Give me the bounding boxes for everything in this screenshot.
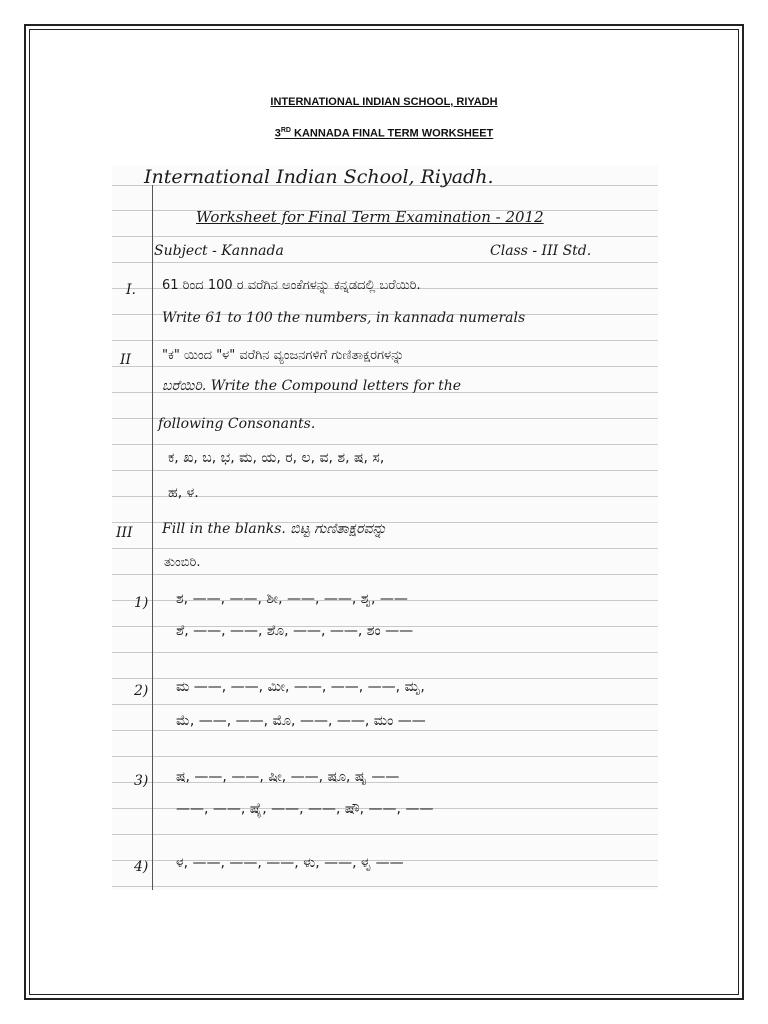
q2-english-instruction-cont: following Consonants. [158,416,316,432]
ex2-row2: ಮೆ, ——, ——, ಮೊ, ——, ——, ಮಂ —— [176,713,426,729]
ex1-row2: ಶೆ, ——, ——, ಶೊ, ——, ——, ಶಂ —— [176,623,414,639]
q2-english-instruction: ಬರೆಯಿರಿ. Write the Compound letters for the [162,378,462,394]
ex3-row1: ಷ, ——, ——, ಷೀ, ——, ಷೂ, ಷೃ —— [176,769,400,785]
q3-instruction-cont: ತುಂಬಿರಿ. [164,555,201,570]
hw-title: Worksheet for Final Term Examination - 2012 [196,208,544,226]
q1-number: I. [126,282,136,298]
q3-number: III [116,525,133,541]
hw-school-name: International Indian School, Riyadh. [144,166,494,188]
worksheet-heading: 3RD KANNADA FINAL TERM WORKSHEET [274,127,494,140]
handwritten-worksheet-scan [112,165,658,890]
q2-number: II [120,352,132,368]
q2-consonant-list: ಕ, ಖ, ಬ, ಭ, ಮ, ಯ, ರ, ಲ, ವ, ಶ, ಷ, ಸ, [168,450,385,466]
hw-subject: Subject - Kannada [154,243,284,259]
ex4-row1: ಳ, ——, ——, ——, ಳು, ——, ಳೃ —— [176,855,404,871]
ex3-number: 3) [134,773,149,789]
ex1-row1: ಶ, ——, ——, ಶೀ, ——, ——, ಶೃ, —— [176,591,408,607]
q2-consonant-list-cont: ಹ, ಳ. [168,485,199,501]
q1-english-instruction: Write 61 to 100 the numbers, in kannada numerals [162,310,526,326]
school-heading: INTERNATIONAL INDIAN SCHOOL, RIYADH [270,96,498,108]
ex4-number: 4) [134,859,149,875]
q1-kannada-instruction: 61 ರಿಂದ 100 ರ ವರೆಗಿನ ಅಂಕೆಗಳನ್ನು ಕನ್ನಡದಲ್ಲಿ ಬರೆಯಿರಿ. [162,278,421,293]
ex2-row1: ಮ ——, ——, ಮೀ, ——, ——, ——, ಮೃ, [176,679,425,695]
hw-class: Class - III Std. [490,243,592,259]
q3-instruction: Fill in the blanks. ಬಿಟ್ಟ ಗುಣಿತಾಕ್ಷರವನ್ನು [162,521,387,537]
q2-kannada-instruction: "ಕ" ಯಿಂದ "ಳ" ವರೆಗಿನ ವ್ಯಂಜನಗಳಿಗೆ ಗುಣಿತಾಕ್ಷರಗಳನ್ನು [162,348,405,363]
ex3-row2: ——, ——, ಷೈ, ——, ——, ಷೌ, ——, —— [176,801,434,817]
ex1-number: 1) [134,595,149,611]
ex2-number: 2) [134,683,149,699]
